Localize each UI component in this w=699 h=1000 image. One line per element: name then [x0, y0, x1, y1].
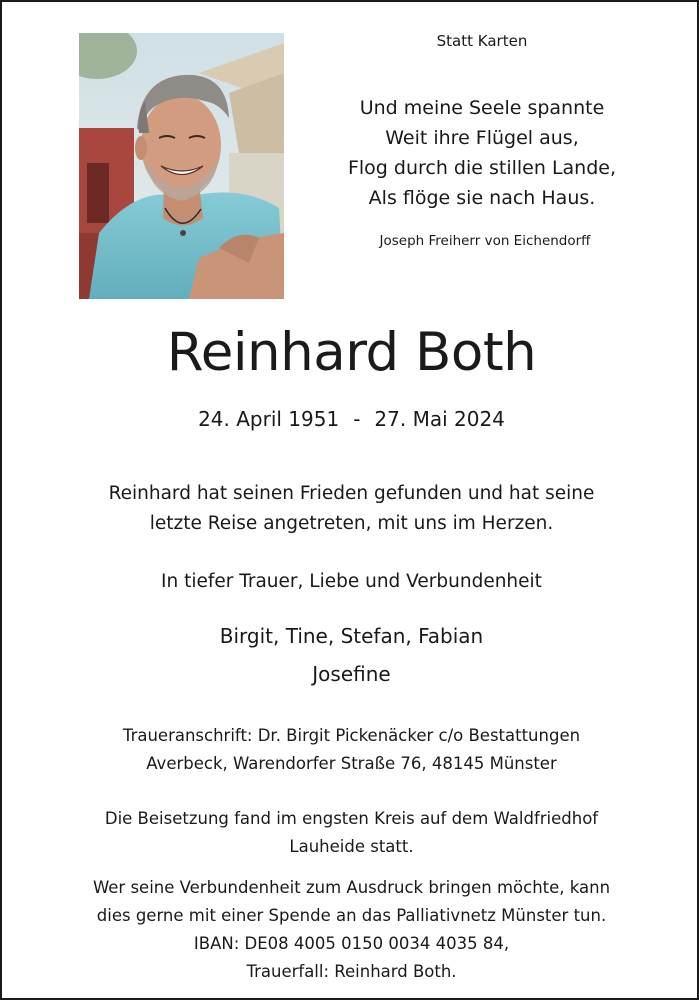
message-line: Reinhard hat seinen Frieden gefunden und hat seine — [108, 483, 595, 504]
statt-karten-notice: Statt Karten — [436, 32, 528, 50]
donation-line: dies gerne mit einer Spende an das Palliativnetz Münster tun. — [96, 906, 607, 925]
donation-notice — [2, 874, 699, 986]
poem — [302, 93, 662, 213]
mourners-intro: In tiefer Trauer, Liebe und Verbundenheit — [161, 571, 542, 592]
poem-line: Flog durch die stillen Lande, — [347, 157, 617, 179]
date-separator: - — [353, 407, 361, 431]
message-line: letzte Reise angetreten, mit uns im Herzen. — [149, 513, 554, 534]
mourner-line: Josefine — [312, 662, 391, 686]
mourner-line: Birgit, Tine, Stefan, Fabian — [219, 624, 484, 648]
burial-line: Lauheide statt. — [289, 837, 414, 856]
portrait-photo — [79, 33, 284, 299]
burial-line: Die Beisetzung fand im engsten Kreis auf dem Waldfriedhof — [104, 809, 599, 828]
life-dates — [2, 407, 699, 431]
donation-iban: IBAN: DE08 4005 0150 0034 4035 84, — [193, 934, 510, 953]
donation-line: Wer seine Verbundenheit zum Ausdruck bringen möchte, kann — [92, 878, 611, 897]
poem-line: Und meine Seele spannte — [359, 97, 605, 119]
mourners-names — [2, 617, 699, 693]
death-date: 27. Mai 2024 — [374, 407, 505, 431]
poem-line: Weit ihre Flügel aus, — [385, 127, 579, 149]
farewell-message — [2, 479, 699, 539]
portrait-image — [79, 33, 284, 299]
donation-reference: Trauerfall: Reinhard Both. — [246, 962, 457, 981]
address-line: Averbeck, Warendorfer Straße 76, 48145 Münster — [146, 754, 557, 773]
deceased-name: Reinhard Both — [166, 322, 537, 383]
mourning-address — [2, 722, 699, 778]
burial-notice — [2, 805, 699, 861]
poem-author: Joseph Freiherr von Eichendorff — [379, 233, 591, 249]
birth-date: 24. April 1951 — [198, 407, 340, 431]
poem-line: Als flöge sie nach Haus. — [368, 187, 596, 209]
address-line: Traueranschrift: Dr. Birgit Pickenäcker c/o Bestattungen — [122, 726, 581, 745]
